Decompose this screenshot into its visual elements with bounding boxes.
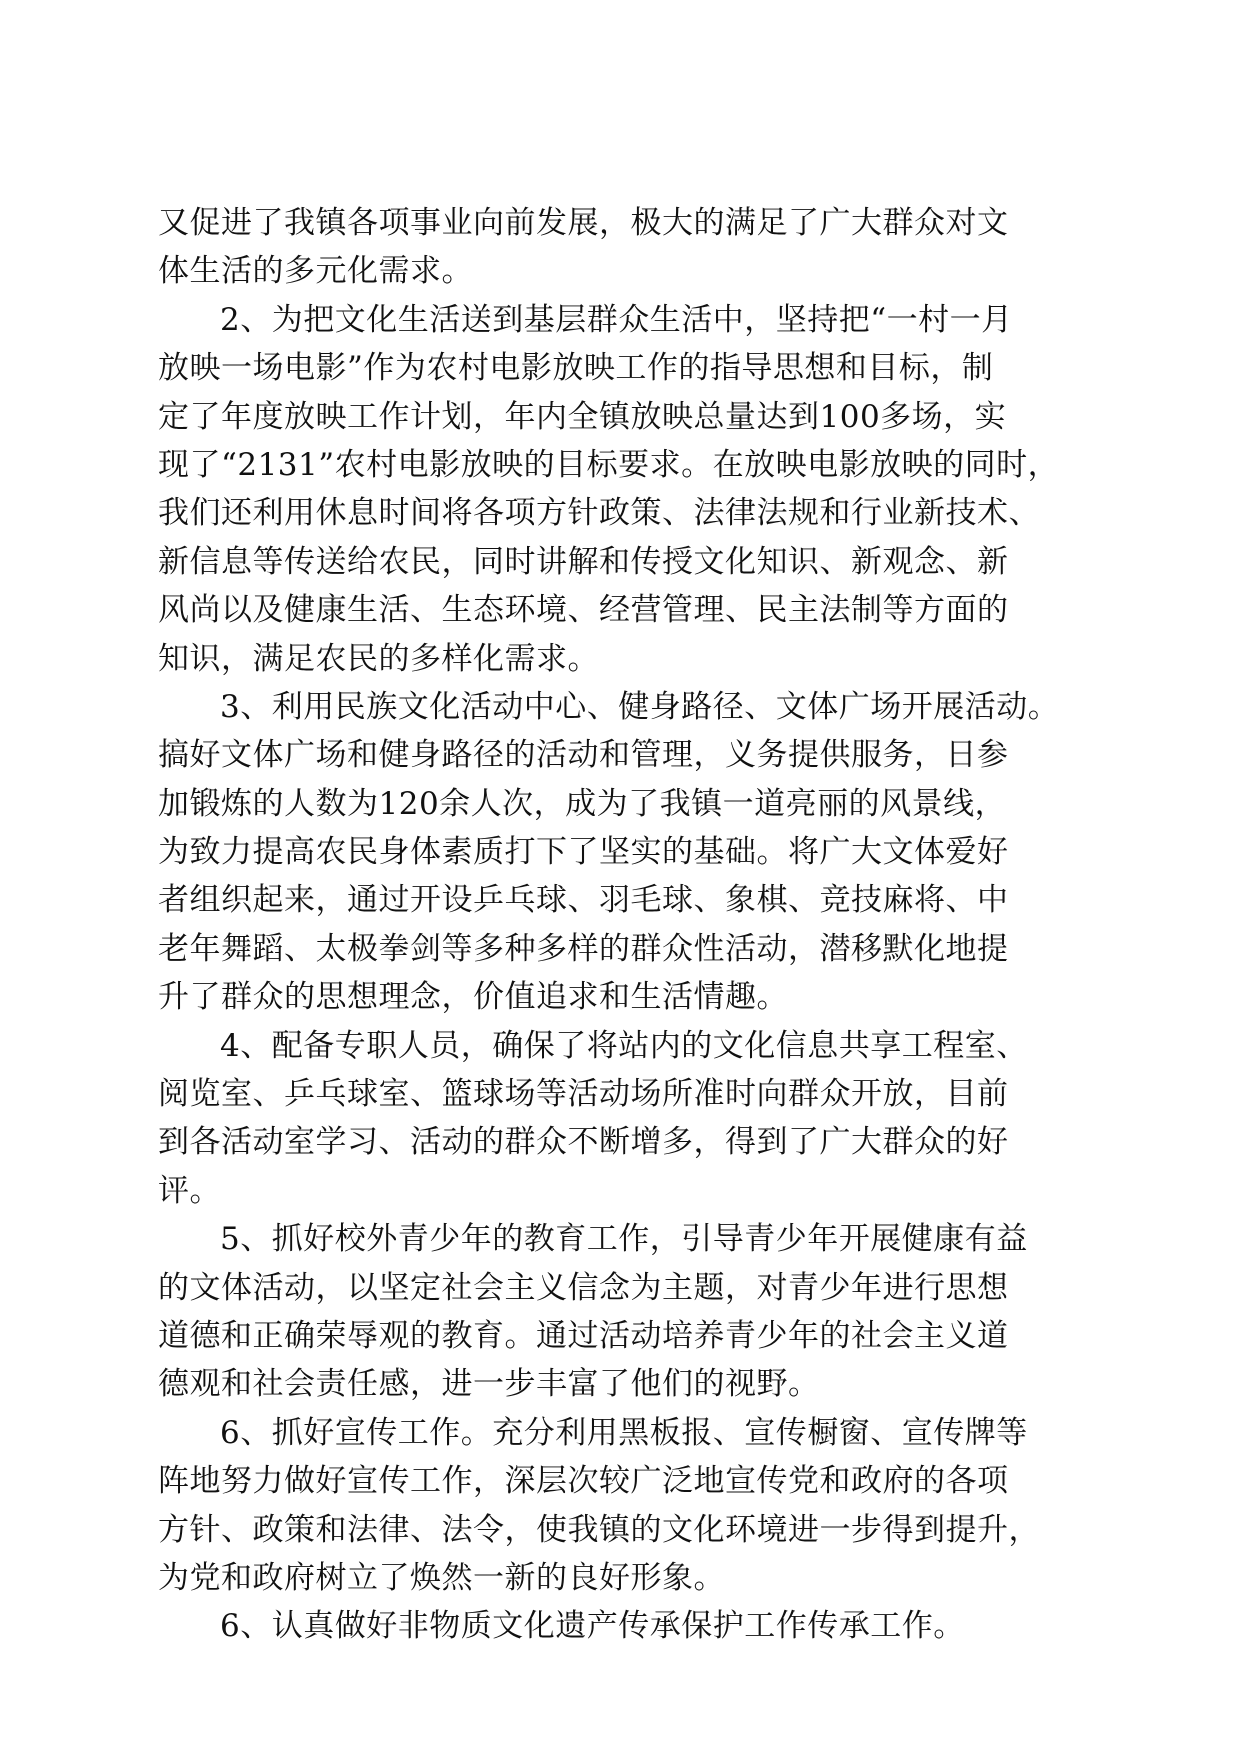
text-line: 加锻炼的人数为120余人次，成为了我镇一道亮丽的风景线，	[158, 785, 1007, 822]
paragraph-start-line: 6、抓好宣传工作。充分利用黑板报、宣传橱窗、宣传牌等	[220, 1414, 1028, 1451]
text-line: 者组织起来，通过开设乒乓球、羽毛球、象棋、竞技麻将、中	[158, 882, 1009, 919]
text-line: 道德和正确荣辱观的教育。通过活动培养青少年的社会主义道	[158, 1317, 1009, 1354]
text-line: 体生活的多元化需求。	[158, 253, 473, 290]
text-line: 升了群众的思想理念，价值追求和生活情趣。	[158, 979, 788, 1016]
text-line: 又促进了我镇各项事业向前发展，极大的满足了广大群众对文	[158, 205, 1009, 241]
text-line: 老年舞蹈、太极拳剑等多种多样的群众性活动，潜移默化地提	[158, 930, 1009, 967]
text-line: 知识，满足农民的多样化需求。	[158, 640, 599, 677]
text-line: 风尚以及健康生活、生态环境、经营管理、民主法制等方面的	[158, 592, 1009, 629]
text-line: 定了年度放映工作计划，年内全镇放映总量达到100多场，实	[158, 398, 1007, 435]
text-line: 阅览室、乒乓球室、篮球场等活动场所准时向群众开放，目前	[158, 1076, 1009, 1113]
paragraph-start-line: 4、配备专职人员，确保了将站内的文化信息共享工程室、	[220, 1027, 1028, 1064]
text-line: 新信息等传送给农民，同时讲解和传授文化知识、新观念、新	[158, 543, 1009, 580]
text-line: 为党和政府树立了焕然一新的良好形象。	[158, 1559, 725, 1596]
text-line: 现了“2131”农村电影放映的目标要求。在放映电影放映的同时，	[158, 446, 1060, 483]
text-line: 为致力提高农民身体素质打下了坚实的基础。将广大文体爱好	[158, 834, 1009, 871]
text-line: 德观和社会责任感，进一步丰富了他们的视野。	[158, 1366, 820, 1403]
text-line: 放映一场电影”作为农村电影放映工作的指导思想和目标，制	[158, 350, 994, 387]
paragraph-start-line: 2、为把文化生活送到基层群众生活中，坚持把“一村一月	[220, 301, 1013, 338]
text-line: 到各活动室学习、活动的群众不断增多，得到了广大群众的好	[158, 1124, 1009, 1161]
text-line: 评。	[158, 1172, 221, 1209]
text-line: 的文体活动，以坚定社会主义信念为主题，对青少年进行思想	[158, 1269, 1009, 1306]
text-line: 我们还利用休息时间将各项方针政策、法律法规和行业新技术、	[158, 495, 1040, 532]
text-line: 阵地努力做好宣传工作，深层次较广泛地宣传党和政府的各项	[158, 1463, 1009, 1500]
paragraph-start-line: 3、利用民族文化活动中心、健身路径、文体广场开展活动。	[220, 688, 1060, 725]
paragraph-start-line: 6、认真做好非物质文化遗产传承保护工作传承工作。	[220, 1608, 965, 1645]
text-line: 搞好文体广场和健身路径的活动和管理，义务提供服务，日参	[158, 737, 1009, 774]
paragraph-start-line: 5、抓好校外青少年的教育工作，引导青少年开展健康有益	[220, 1221, 1028, 1258]
text-line: 方针、政策和法律、法令，使我镇的文化环境进一步得到提升，	[158, 1511, 1040, 1548]
body-text	[158, 199, 1088, 1651]
